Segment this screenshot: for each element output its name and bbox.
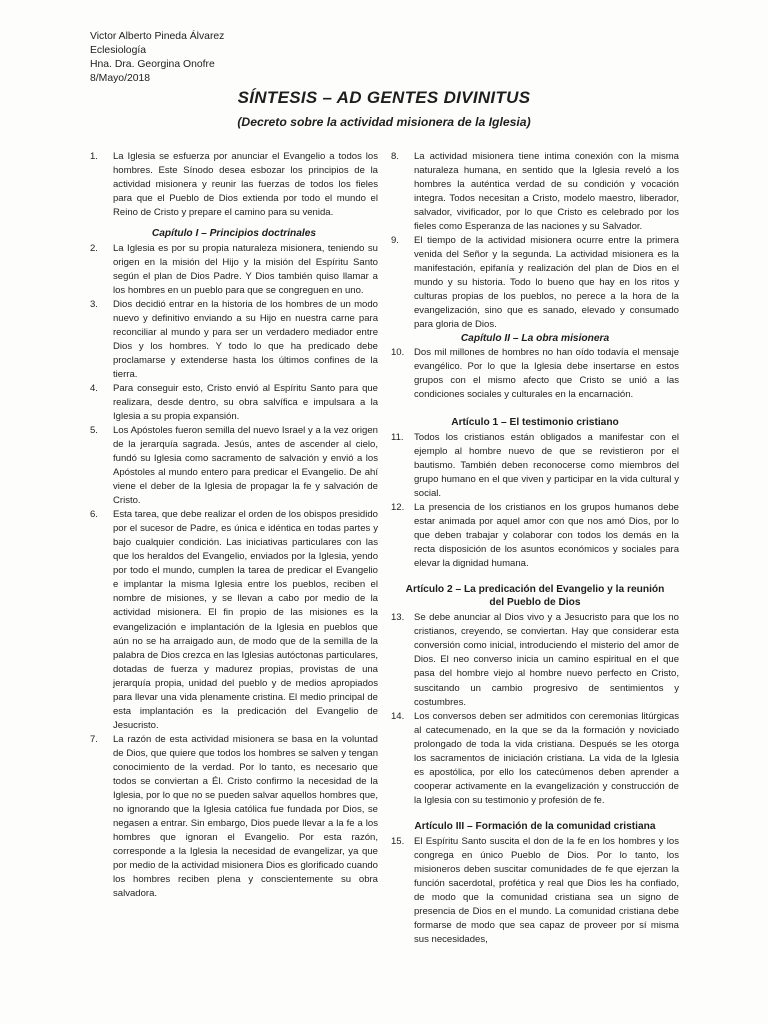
- article-3-heading: Artículo III – Formación de la comunidad cristiana: [414, 820, 656, 832]
- paragraph-text: Dos mil millones de hombres no han oído todavía el mensaje evangélico. Por lo que la Iglesia debe insertarse en estos grupos con el mismo afecto que Cristo se unió a las condiciones sociales y culturales en la encarnación.: [414, 347, 679, 401]
- paragraph-11: [391, 431, 679, 501]
- paragraph-number: 15.: [391, 835, 405, 847]
- paragraph-number: 12.: [391, 502, 405, 514]
- paragraph-number: 14.: [391, 710, 405, 722]
- paragraph-number: 6.: [90, 509, 98, 521]
- paragraph-text: Dios decidió entrar en la historia de los hombres de un modo nuevo y definitivo enviando a su Hijo en nuestra carne para reconciliar al mundo y para ser un verdadero mediador entre Dios y los hombres. Y todo lo que ha predicado debe proclamarse y extenderse hasta los últimos confines de la tierra.: [113, 299, 378, 381]
- paragraph-text: La actividad misionera tiene intima conexión con la misma naturaleza humana, en sentido que la Iglesia reveló a los hombres la auténtica verdad de su condición y vocación integra. Todos necesitan a Cristo, modelo maestro, liberador, salvador, vivificador, por lo que Cristo es celebrado por los fieles como Esperanza de las naciones y su Salvador.: [414, 151, 679, 233]
- paragraph-text: La presencia de los cristianos en los grupos humanos debe estar animada por aquel amor con que nos amó Dios, por lo que deben trabajar y colaborar con todos los demás en la recta disposición de los asuntos económicos y sociales para elevar la dignidad humana.: [414, 502, 679, 570]
- course-name: Eclesiología: [90, 45, 147, 56]
- paragraph-number: 3.: [90, 299, 98, 311]
- chapter-1-heading: Capítulo I – Principios doctrinales: [151, 228, 317, 240]
- paragraph-text: Todos los cristianos están obligados a manifestar con el ejemplo al hombre nuevo de que se revistieron por el bautismo. También deben reconocerse como miembros del grupo humano en el que viven y participar en la vida cultural y social.: [414, 432, 679, 500]
- paragraph-4: [90, 382, 378, 424]
- paragraph-9: [391, 234, 679, 332]
- paragraph-number: 11.: [391, 432, 404, 444]
- paragraph-number: 8.: [391, 151, 399, 162]
- paragraph-number: 10.: [391, 347, 405, 359]
- paragraph-text: Se debe anunciar al Dios vivo y a Jesucristo para que los no cristianos, creyendo, se conviertan. Hay que considerar esta conversión como inicial, introduciendo el misterio del amor de Dios. El neo converso inicia un camino espiritual en el que pasa del hombre viejo al hombre nuevo perfecto en Cristo, suscitando un cambio progresivo de sentimientos y costumbres.: [414, 612, 679, 708]
- paragraph-1: [90, 150, 378, 220]
- article-1-heading: Artículo 1 – El testimonio cristiano: [451, 417, 619, 429]
- paragraph-text: La Iglesia es por su propia naturaleza misionera, teniendo su origen en la misión del Hijo y la misión del Espíritu Santo según el plan de Dios Padre. Y Dios también quiso llamar a los hombres en un pueblo para que se congreguen en uno.: [113, 243, 378, 297]
- paragraph-3: [90, 298, 378, 382]
- paragraph-text: La razón de esta actividad misionera se basa en la voluntad de Dios, que quiere que todos los hombres se salven y tengan conocimiento de la verdad. Por lo tanto, es necesario que todos se conviertan a Él. Cristo confirmo la necesidad de la Iglesia, por lo que no se pueden salvar aquellos hombres que, no ignorando que la Iglesia católica fue fundada por Dios, se negasen a entrar. Sin embargo, Dios puede llevar a la fe a los hombres que ignoran el Evangelio. Por esta razón, corresponde a la Iglesia la necesidad de evangelizar, ya que por medio de la actividad misionera Dios es glorificado cuando los hombres reciben plena y conscientemente su obra salvadora.: [113, 733, 378, 899]
- paragraph-13: [391, 611, 679, 709]
- paragraph-8: [391, 150, 679, 234]
- chapter-2-heading: Capítulo II – La obra misionera: [460, 333, 610, 345]
- teacher-name: Hna. Dra. Georgina Onofre: [90, 59, 215, 70]
- paragraph-text: Los Apóstoles fueron semilla del nuevo Israel y a la vez origen de la jerarquía sagrada. Jesús, antes de ascender al cielo, fundó su Iglesia como sacramento de salvación y envió a los Apóstoles al mundo entero para predicar el Evangelio. De ahí viene el deber de la Iglesia de propagar la fe y salvación de Cristo.: [113, 425, 378, 507]
- article-2-heading: Artículo 2 – La predicación del Evangelio y la reunión del Pueblo de Dios: [405, 584, 665, 609]
- paragraph-text: Para conseguir esto, Cristo envió al Espíritu Santo para que realizara, desde dentro, su obra salvífica e impulsara a la Iglesia a su propia expansión.: [113, 383, 378, 423]
- document-header: [90, 30, 224, 86]
- paragraph-number: 5.: [90, 425, 98, 437]
- document-subtitle: (Decreto sobre la actividad misionera de la Iglesia): [237, 115, 531, 129]
- paragraph-number: 2.: [90, 243, 98, 255]
- paragraph-12: [391, 501, 679, 571]
- paragraph-number: 4.: [90, 383, 98, 395]
- author-name: Victor Alberto Pineda Álvarez: [90, 31, 225, 42]
- paragraph-text: El tiempo de la actividad misionera ocurre entre la primera venida del Señor y la segunda. La actividad misionera es la manifestación, epifanía y realización del plan de Dios en el mundo y su historia. Todo lo bueno que hay en los ritos y culturas propias de los pueblos, no perece a la hora de la evangelización, sino que es sanado, elevado y consumado para gloria de Dios.: [414, 235, 679, 331]
- paragraph-14: [391, 710, 679, 808]
- paragraph-15: [391, 835, 679, 947]
- paragraph-5: [90, 424, 378, 508]
- paragraph-number: 7.: [90, 733, 98, 745]
- paragraph-text: Los conversos deben ser admitidos con ceremonias litúrgicas al catecumenado, en la que se da la formación y noviciado prolongado de toda la vida cristiana. Después se les otorga los sacramentos de iniciación cristiana. La vida de la Iglesia es apostólica, por ello los catecúmenos deben aprender a cooperar activamente en la evangelización y construcción de la Iglesia con su testimonio y profesión de fe.: [414, 710, 679, 806]
- right-column: [391, 150, 679, 947]
- left-column: [90, 150, 378, 901]
- paragraph-number: 9.: [391, 235, 399, 247]
- paragraph-text: La Iglesia se esfuerza por anunciar el Evangelio a todos los hombres. Este Sínodo desea esbozar los principios de la actividad misionera y reunir las fuerzas de todos los fieles para que el Pueblo de Dios extienda por todo el mundo el Reino de Cristo y prepare el camino para su venida.: [113, 151, 378, 219]
- paragraph-2: [90, 242, 378, 298]
- paragraph-7: [90, 733, 378, 901]
- paragraph-number: 1.: [90, 151, 98, 162]
- paragraph-text: El Espíritu Santo suscita el don de la fe en los hombres y los congrega en único Pueblo de Dios. Por lo tanto, los misioneros deben suscitar comunidades de fe que ejerzan la función sacerdotal, profética y real que Dios les ha confiado, de modo que la comunidad cristiana sea un signo de presencia de Dios en el mundo. La comunidad cristiana debe formarse de modo que sea capaz de proveer por sí misma sus necesidades,: [414, 835, 679, 945]
- paragraph-6: [90, 508, 378, 732]
- paragraph-number: 13.: [391, 612, 405, 624]
- paragraph-text: Esta tarea, que debe realizar el orden de los obispos presidido por el sucesor de Padre, es única e idéntica en todas partes y bajo cualquier condición. Las iniciativas particulares con las que los heraldos del Evangelio, enviados por la Iglesia, yendo por todo el mundo, cumplen la tarea de predicar el Evangelio e implantar la misma Iglesia entre los pueblos, reciben el nombre de misiones, y se llevan a cabo por medio de la actividad misionera. El fin propio de las misiones es la evangelización e implantación de la Iglesia en pueblos que aún no se ha arraigado aun, de modo que de la semilla de la palabra de Dios crezca en las Iglesias autóctonas particulares, dotadas de fuerza y madurez propias, provistas de una jerarquía propia, unidad del pueblo y de medios apropiados para llevar una vida plenamente cristina. El medio principal de esta implantación es la predicación del Evangelio de Jesucristo.: [113, 509, 378, 731]
- document-date: 8/Mayo/2018: [90, 73, 151, 84]
- paragraph-10: [391, 346, 679, 402]
- document-title: SÍNTESIS – AD GENTES DIVINITUS: [237, 88, 531, 107]
